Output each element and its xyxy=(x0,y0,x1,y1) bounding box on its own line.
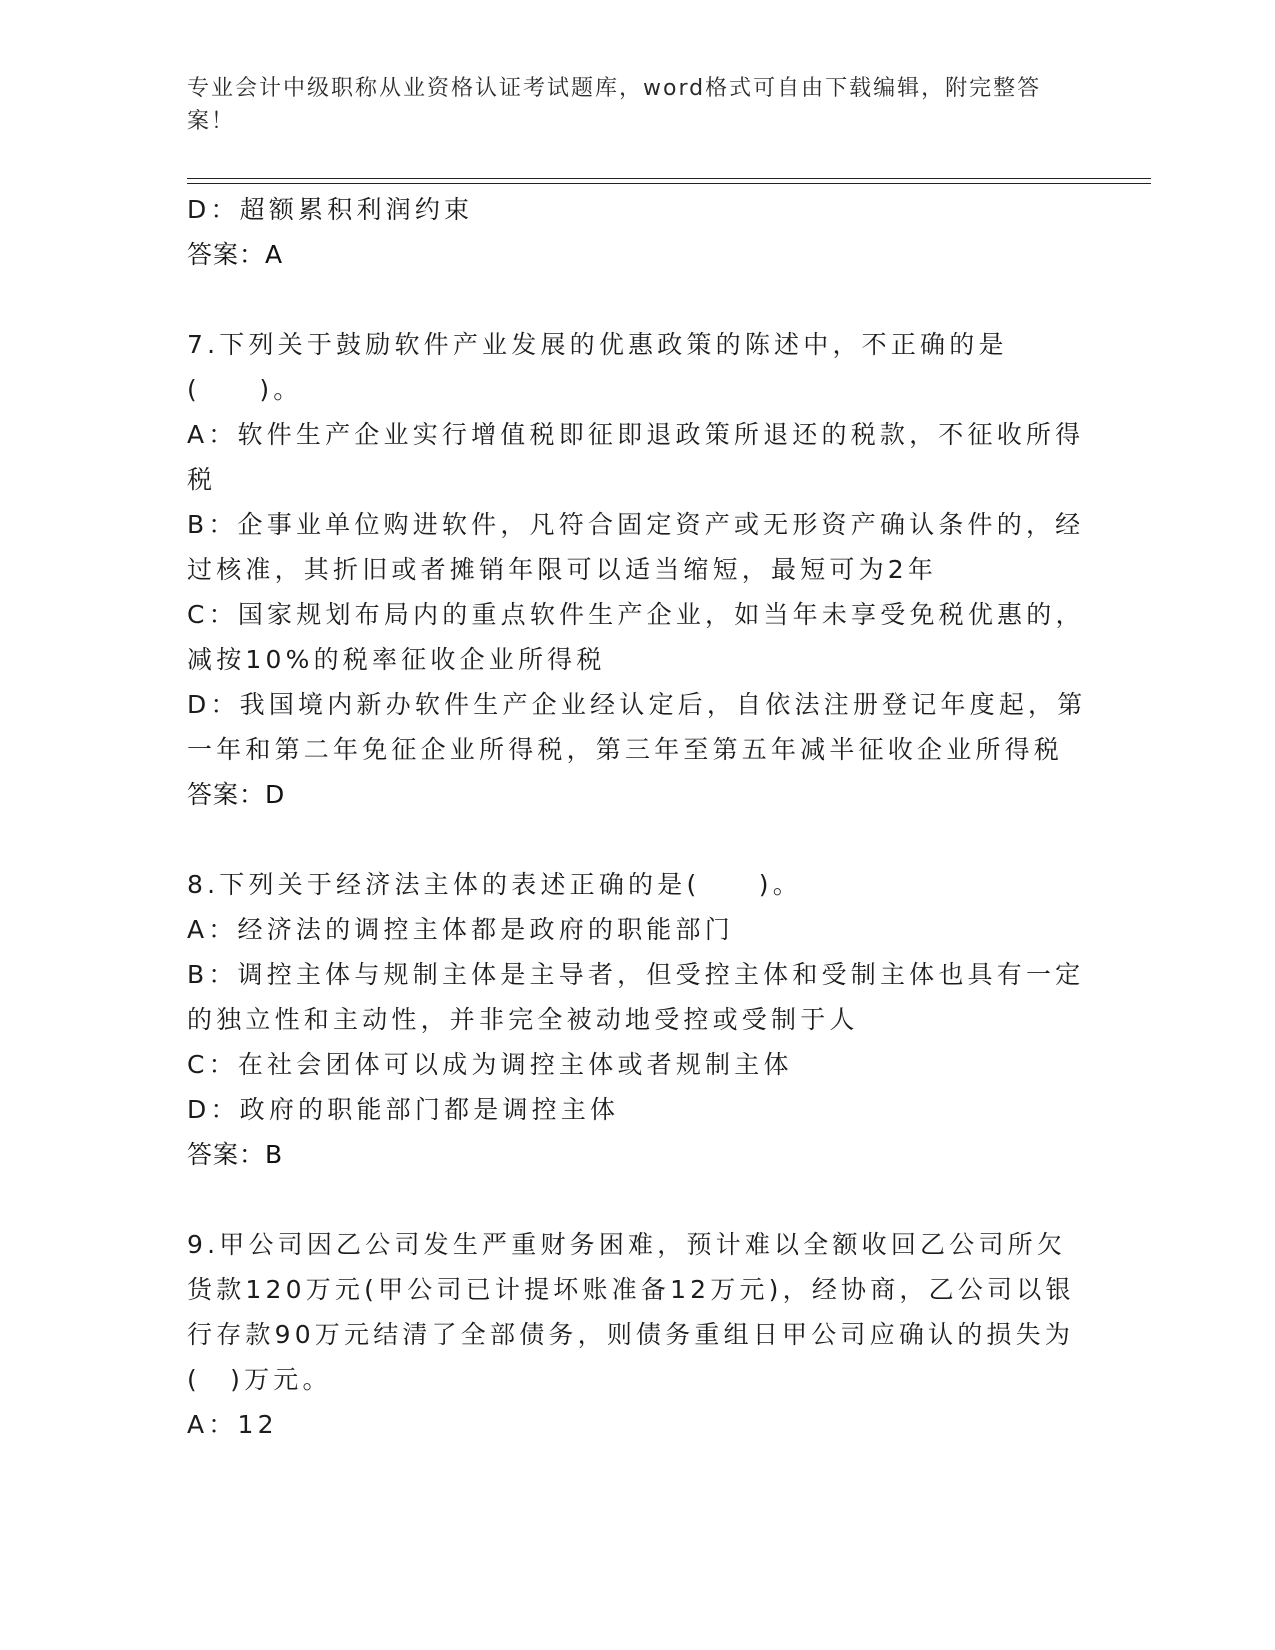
header-divider-top xyxy=(187,178,1151,179)
spacer xyxy=(187,817,1087,862)
answer: 答案：D xyxy=(187,780,286,809)
spacer xyxy=(187,1177,1087,1222)
question-stem-8: 8.下列关于经济法主体的表述正确的是( )。 xyxy=(187,870,802,899)
option-c: C：国家规划布局内的重点软件生产企业，如当年未享受免税优惠的，减按10%的税率征收企业所得税 xyxy=(187,600,1085,674)
option-b: B：企事业单位购进软件，凡符合固定资产或无形资产确认条件的，经过核准，其折旧或者摊销年限可以适当缩短，最短可为2年 xyxy=(187,510,1085,584)
question-stem-9: 9.甲公司因乙公司发生严重财务困难，预计难以全额收回乙公司所欠货款120万元(甲公司已计提坏账准备12万元)，经协商，乙公司以银行存款90万元结清了全部债务，则债务重组日甲公司应确认的损失为( )万元。 xyxy=(187,1230,1075,1394)
spacer xyxy=(187,277,1087,322)
answer: 答案：B xyxy=(187,1140,284,1169)
option-b: B：调控主体与规制主体是主导者，但受控主体和受制主体也具有一定的独立性和主动性，并非完全被动地受控或受制于人 xyxy=(187,960,1085,1034)
option-d: D：超额累积利润约束 xyxy=(187,195,474,224)
option-c: C：在社会团体可以成为调控主体或者规制主体 xyxy=(187,1050,793,1079)
option-a: A：12 xyxy=(187,1410,278,1439)
document-header: 专业会计中级职称从业资格认证考试题库，word格式可自由下载编辑，附完整答案！ xyxy=(187,76,1042,134)
question-stem-7: 7.下列关于鼓励软件产业发展的优惠政策的陈述中，不正确的是( )。 xyxy=(187,330,1008,404)
answer: 答案：A xyxy=(187,240,284,269)
header-divider-bottom xyxy=(187,183,1151,184)
option-d: D：政府的职能部门都是调控主体 xyxy=(187,1095,620,1124)
option-d: D：我国境内新办软件生产企业经认定后，自依法注册登记年度起，第一年和第二年免征企业所得税，第三年至第五年减半征收企业所得税 xyxy=(187,690,1087,764)
option-a: A：软件生产企业实行增值税即征即退政策所退还的税款，不征收所得税 xyxy=(187,420,1085,494)
question-content xyxy=(187,187,1087,1447)
option-a: A：经济法的调控主体都是政府的职能部门 xyxy=(187,915,734,944)
